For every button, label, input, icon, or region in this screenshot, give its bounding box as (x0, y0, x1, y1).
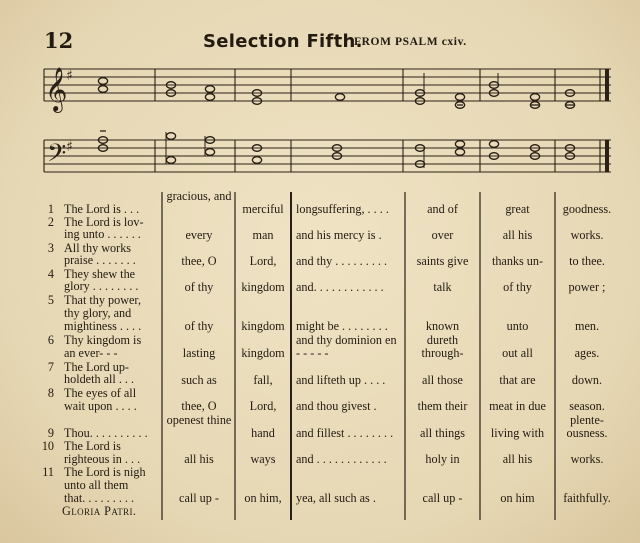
chant-cell: thee, O (181, 254, 217, 268)
verse-line: That thy power, (64, 293, 142, 307)
chant-cell: thee, O (181, 399, 217, 413)
verse-number: 7 (47, 360, 54, 374)
chant-cell: dureth through- (421, 333, 464, 360)
chant-cell: all things (419, 426, 466, 440)
chant-cell: of thy (184, 280, 214, 294)
chant-cell: hand (251, 426, 275, 440)
verse-line: wait upon . . . . (64, 399, 137, 413)
verse-line: The Lord is . . . (64, 202, 140, 216)
verse-number: 1 (47, 202, 54, 216)
verse-number: 3 (47, 241, 54, 255)
verse-number: 4 (47, 267, 54, 281)
chant-cell: them their (417, 399, 468, 413)
chant-cell: ages. (574, 346, 600, 360)
final-barline (605, 69, 609, 172)
chant-cell: living with (490, 426, 545, 440)
bass-clef-icon: 𝄢 (47, 139, 67, 174)
chant-cell: all those (422, 373, 463, 387)
verse-line: The Lord up- (64, 360, 129, 374)
chant-cell: and thou givest . (296, 399, 377, 413)
chant-cell: and his mercy is . (296, 228, 382, 242)
chant-cell: great (505, 202, 530, 216)
chant-cell: and lifteth up . . . . (296, 373, 386, 387)
verse-line: ing unto . . . . . . (64, 227, 141, 241)
chant-cell: power ; (568, 280, 606, 294)
key-signature-sharp-icon: ♯ (66, 68, 73, 84)
chant-cell: that are (499, 373, 536, 387)
verse-number: 5 (47, 293, 54, 307)
verse-number: 2 (47, 215, 54, 229)
selection-title: Selection Fifth. (203, 31, 363, 52)
chant-cell: every (185, 228, 213, 242)
key-signature-sharp-icon: ♯ (66, 139, 73, 155)
chant-cell: gracious, and (166, 189, 232, 203)
chant-cell: openest thine (166, 413, 232, 427)
verse-line: praise . . . . . . . (64, 253, 136, 267)
verse-line: The Lord is nigh (64, 465, 146, 479)
chant-cell: kingdom (241, 346, 285, 360)
verse-line: They shew the (64, 267, 136, 281)
verse-number: 11 (42, 465, 54, 479)
chant-cell: and. . . . . . . . . . . . (296, 280, 384, 294)
chant-cell: fall, (253, 373, 273, 387)
chant-cell: lasting (182, 346, 216, 360)
chant-cell: meat in due (489, 399, 546, 413)
chant-cell: might be . . . . . . . . (296, 319, 388, 333)
chant-cell: and thy dominion en - - - - - (296, 333, 397, 360)
verse-number: 8 (47, 386, 54, 400)
verse-line: thy glory, and (64, 306, 132, 320)
chant-cell: and of (427, 202, 458, 216)
treble-staff (44, 69, 611, 101)
verse-line: All thy works (64, 241, 132, 255)
chant-cell: works. (570, 452, 604, 466)
chant-cell: down. (571, 373, 603, 387)
bass-staff (44, 140, 611, 172)
verse-number: 10 (41, 439, 54, 453)
verse-line: Thy kingdom is (64, 333, 142, 347)
verse-line: glory . . . . . . . . (64, 279, 139, 293)
bar-lines (44, 69, 600, 172)
chant-cell: Lord, (249, 399, 277, 413)
treble-clef-icon: 𝄞 (45, 67, 68, 111)
gloria-patri: Gloria Patri. (62, 504, 137, 518)
chant-cell: men. (574, 319, 600, 333)
chant-cell: unto (506, 319, 529, 333)
verse-number: 9 (47, 426, 54, 440)
verse-line: that. . . . . . . . . (64, 491, 135, 505)
chant-cell: thanks un- (491, 254, 544, 268)
verse-line: Thou. . . . . . . . . . (64, 426, 148, 440)
chant-cell: over (431, 228, 454, 242)
chant-cell: of thy (184, 319, 214, 333)
chant-cell: out all (502, 346, 533, 360)
chant-cell: known (425, 319, 460, 333)
chant-cell: and thy . . . . . . . . . (296, 254, 388, 268)
chant-cell: longsuffering, . . . . (296, 202, 389, 216)
verse-line: mightiness . . . . (64, 319, 142, 333)
chant-cell: call up - (422, 491, 463, 505)
chant-cell: man (252, 228, 274, 242)
verse-line: righteous in . . . (64, 452, 141, 466)
chant-cell: to thee. (569, 254, 605, 268)
chant-cell: works. (570, 228, 604, 242)
verse-line: holdeth all . . . (64, 372, 135, 386)
chant-cell: kingdom (241, 319, 285, 333)
chant-cell: yea, all such as . (296, 491, 376, 505)
verse-line: unto all them (64, 478, 129, 492)
chant-cell: goodness. (562, 202, 612, 216)
chant-cell: all his (502, 452, 533, 466)
chant-cell: of thy (503, 280, 532, 294)
chant-cell: ways (250, 452, 276, 466)
chant-cell: all his (184, 452, 214, 466)
chant-cell: on him, (244, 491, 282, 505)
chant-cell: all his (502, 228, 533, 242)
chant-cell: and . . . . . . . . . . . . (296, 452, 387, 466)
verse-line: The eyes of all (64, 386, 137, 400)
chant-cell: season. (569, 399, 605, 413)
verse-line: The Lord is (64, 439, 121, 453)
notes (98, 73, 574, 168)
chant-cell: plente-ousness. (566, 413, 608, 440)
verse-line: an ever- - - (64, 346, 118, 360)
chant-cell: such as (181, 373, 217, 387)
psalm-source: FROM PSALM cxiv. (354, 36, 467, 48)
verse-line: The Lord is lov- (64, 215, 144, 229)
chant-cell: talk (433, 280, 452, 294)
chant-cell: holy in (425, 452, 460, 466)
chant-cell: saints give (416, 254, 469, 268)
chant-cell: kingdom (241, 280, 285, 294)
chant-cell: call up - (179, 491, 219, 505)
chant-cell: Lord, (249, 254, 277, 268)
chant-cell: faithfully. (563, 491, 611, 505)
chant-cell: and fillest . . . . . . . . (296, 426, 394, 440)
verse-number: 6 (47, 333, 54, 347)
chant-cell: on him (500, 491, 535, 505)
chant-cell: merciful (242, 202, 284, 216)
page-number: 12 (44, 28, 74, 53)
